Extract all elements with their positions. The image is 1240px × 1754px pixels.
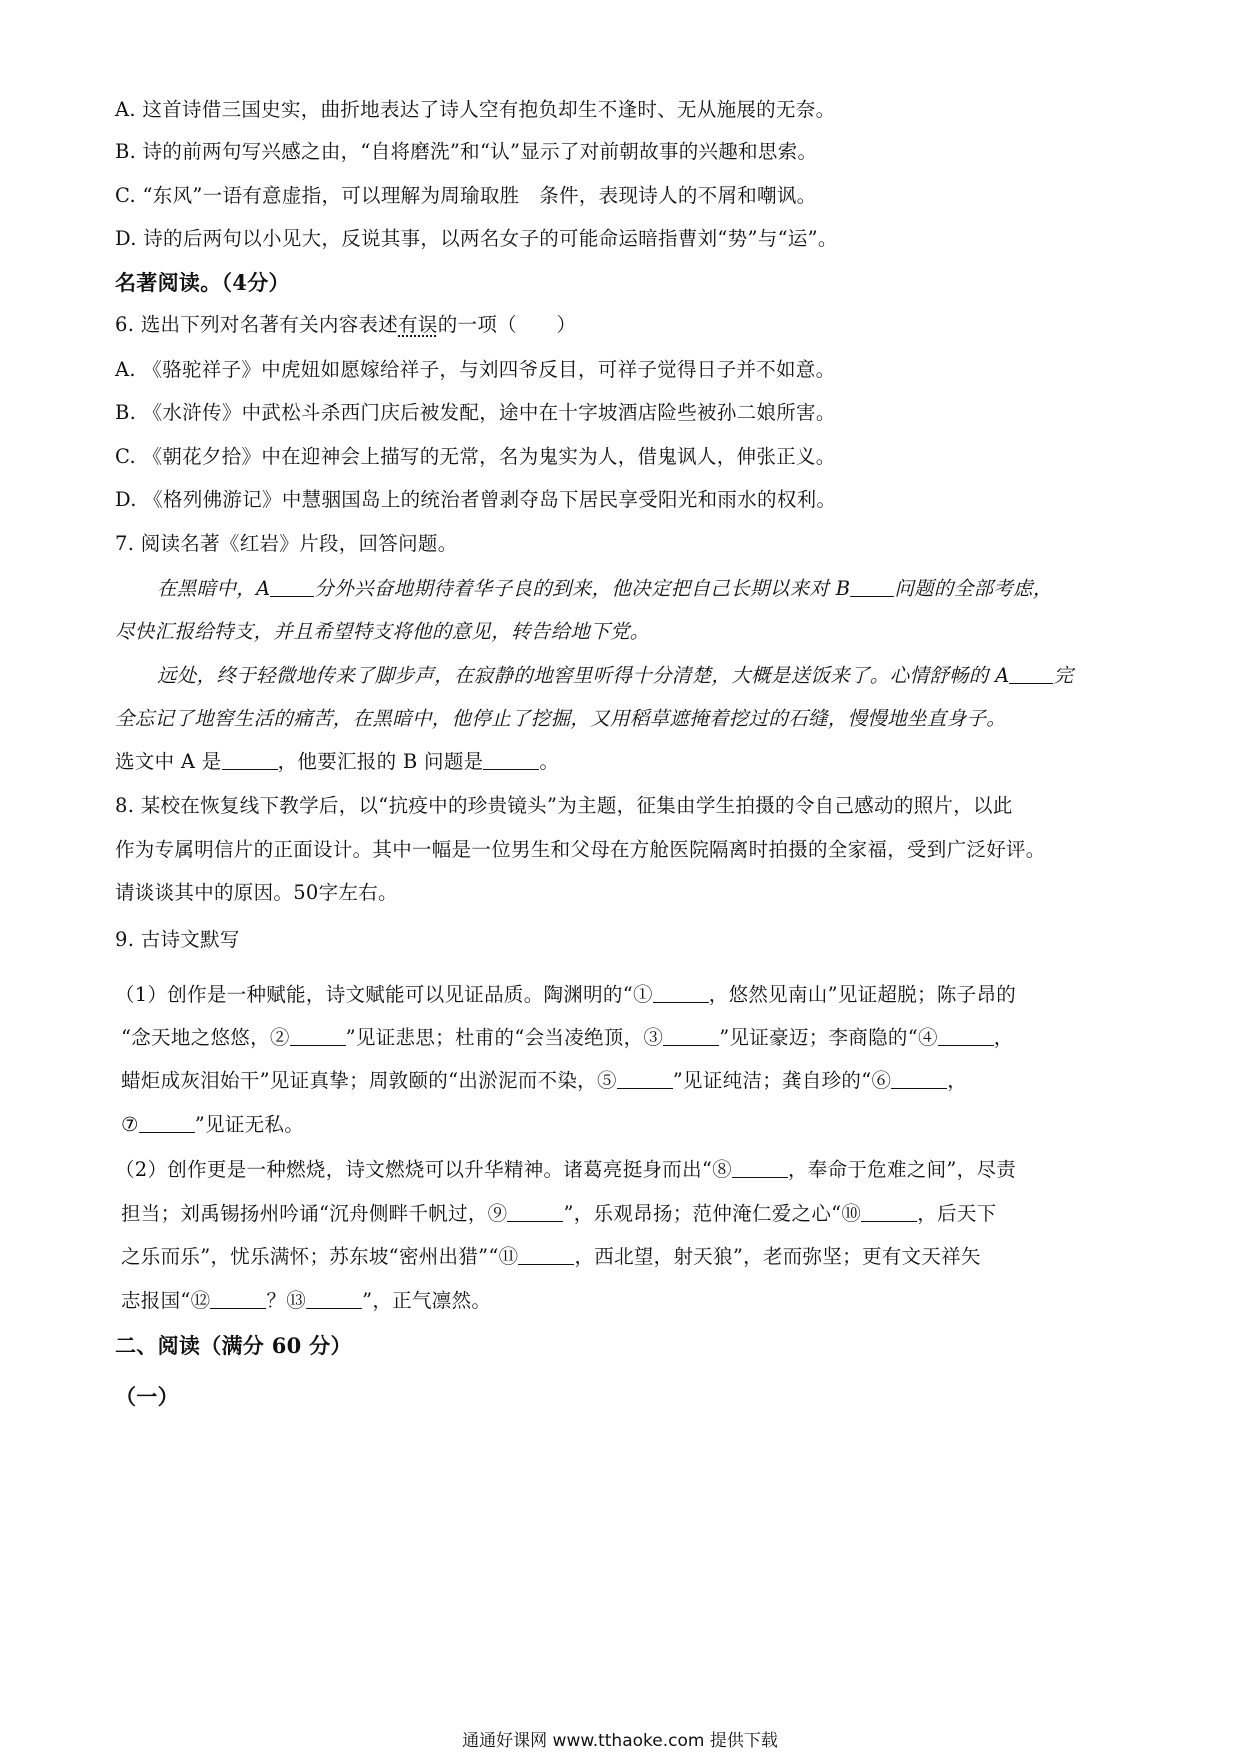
blank — [938, 1027, 994, 1046]
q9-part2-line4: 志报国“⑫ ？⑬ ”，正气凛然。 — [121, 1289, 492, 1312]
blank — [663, 1027, 719, 1046]
blank — [850, 578, 894, 597]
q5-option-d: D. 诗的后两句以小见大，反说其事，以两名女子的可能命运暗指曹刘“势”与“运”。 — [115, 227, 838, 250]
section-classics-heading: 名著阅读。（4分） — [115, 270, 290, 295]
q6-stem-pre: 6. 选出下列对名著有关内容表述 — [115, 313, 399, 336]
q9-part1-line4: ⑦ ”见证无私。 — [121, 1113, 305, 1136]
q6-stem — [115, 312, 576, 338]
blank — [483, 751, 539, 770]
q9-part2-line2: 担当；刘禹锡扬州吟诵“沉舟侧畔千帆过，⑨ ”，乐观昂扬；范仲淹仁爱之心“⑩ ，后天下 — [121, 1202, 997, 1225]
blank — [518, 1246, 574, 1265]
q5-option-b: B. 诗的前两句写兴感之由，“自将磨洗”和“认”显示了对前朝故事的兴趣和思索。 — [115, 140, 818, 163]
q5-option-a: A. 这首诗借三国史实，曲折地表达了诗人空有抱负却生不逢时、无从施展的无奈。 — [115, 98, 836, 121]
q7-question: 选文中 A 是 ，他要汇报的 B 问题是 。 — [115, 750, 560, 773]
blank — [270, 578, 314, 597]
q5-option-c: C. “东风”一语有意虚指，可以理解为周瑜取胜 条件，表现诗人的不屑和嘲讽。 — [115, 184, 817, 207]
q6-option-b: B. 《水浒传》中武松斗杀西门庆后被发配，途中在十字坡酒店险些被孙二娘所害。 — [115, 401, 836, 424]
q9-part1-line3: 蜡炬成灰泪始干”见证真挚；周敦颐的“出淤泥而不染，⑤ ”见证纯洁；龚自珍的“⑥ ， — [121, 1069, 968, 1092]
q6-stem-post: 的一项（ ） — [437, 313, 577, 336]
q6-option-d: D. 《格列佛游记》中慧骃国岛上的统治者曾剥夺岛下居民享受阳光和雨水的权利。 — [115, 488, 837, 511]
blank — [732, 1159, 788, 1178]
q8-line2: 作为专属明信片的正面设计。其中一幅是一位男生和父母在方舱医院隔离时拍摄的全家福，受到广泛好评。 — [115, 838, 1046, 861]
q9-part2-line1: （2）创作更是一种燃烧，诗文燃烧可以升华精神。诸葛亮挺身而出“⑧ ，奉命于危难之间”，尽责 — [115, 1158, 1017, 1181]
q9-part1-line2: “念天地之悠悠，② ”见证悲思；杜甫的“会当凌绝顶，③ ”见证豪迈；李商隐的“④ ， — [121, 1026, 1014, 1049]
blank — [1009, 665, 1053, 684]
q7-passage-p2-line2: 全忘记了地窖生活的痛苦，在黑暗中，他停止了挖掘，又用稻草遮掩着挖过的石缝，慢慢地坐直身子。 — [115, 707, 1007, 730]
q9-stem: 9. 古诗文默写 — [115, 928, 240, 951]
blank — [861, 1203, 917, 1222]
q7-passage-p1-line2: 尽快汇报给特支，并且希望特支将他的意见，转告给地下党。 — [115, 620, 650, 643]
blank — [306, 1290, 362, 1309]
blank — [210, 1290, 266, 1309]
q8-line1: 8. 某校在恢复线下教学后，以“抗疫中的珍贵镜头”为主题，征集由学生拍摄的令自己感动的照片，以此 — [115, 794, 1013, 817]
q6-option-c: C. 《朝花夕拾》中在迎神会上描写的无常，名为鬼实为人，借鬼讽人，伸张正义。 — [115, 445, 836, 468]
blank — [617, 1070, 673, 1089]
q9-part2-line3: 之乐而乐”，忧乐满怀；苏东坡“密州出猎”“⑪ ，西北望，射天狼”，老而弥坚；更有文天祥矢 — [121, 1245, 981, 1268]
blank — [222, 751, 278, 770]
subsection-one-heading: （一） — [115, 1384, 179, 1409]
section-reading-heading: 二、阅读（满分 60 分） — [115, 1333, 352, 1358]
blank — [653, 984, 709, 1003]
q8-line3: 请谈谈其中的原因。50字左右。 — [115, 881, 398, 904]
q7-stem: 7. 阅读名著《红岩》片段，回答问题。 — [115, 532, 458, 555]
q7-passage-p2-line1: 远处，终于轻微地传来了脚步声，在寂静的地窖里听得十分清楚，大概是送饭来了。心情舒畅的 A 完 — [157, 664, 1074, 687]
q9-part1-line1: （1）创作是一种赋能，诗文赋能可以见证品质。陶渊明的“① ，悠然见南山”见证超脱；陈子昂的 — [115, 983, 1017, 1006]
q6-stem-emphasis: 有误 — [398, 313, 438, 336]
blank — [290, 1027, 346, 1046]
footer-watermark: 通通好课网 www.tthaoke.com 提供下载 — [462, 1731, 778, 1751]
blank — [139, 1114, 195, 1133]
q6-option-a: A. 《骆驼祥子》中虎妞如愿嫁给祥子，与刘四爷反目，可祥子觉得日子并不如意。 — [115, 358, 836, 381]
blank — [891, 1070, 947, 1089]
blank — [507, 1203, 563, 1222]
q7-passage-p1-line1: 在黑暗中，A 分外兴奋地期待着华子良的到来，他决定把自己长期以来对 B 问题的全部考虑， — [157, 577, 1053, 600]
